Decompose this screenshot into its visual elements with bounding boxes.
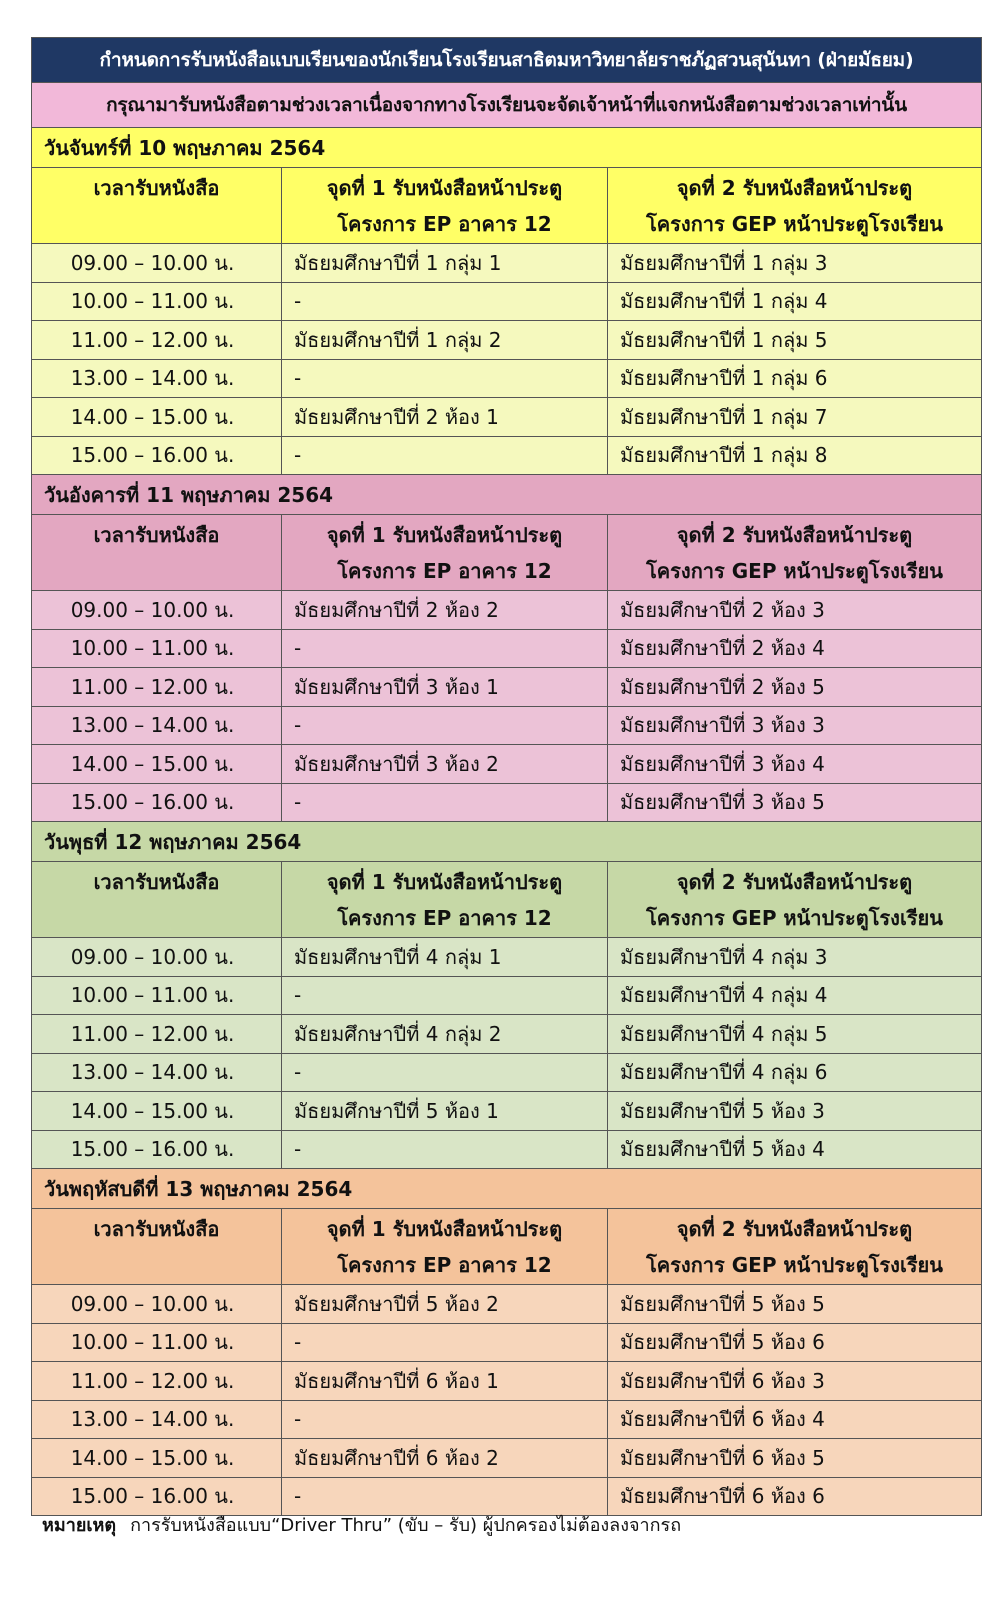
point1-cell: มัธยมศึกษาปีที่ 6 ห้อง 1 [282,1362,608,1401]
time-cell: 10.00 – 11.00 น. [32,282,282,321]
point2-cell: มัธยมศึกษาปีที่ 5 ห้อง 3 [608,1092,982,1131]
table-row [32,591,982,630]
point2-cell: มัธยมศึกษาปีที่ 2 ห้อง 4 [608,629,982,668]
point1-cell: - [282,976,608,1015]
time-cell: 10.00 – 11.00 น. [32,1323,282,1362]
point2-cell: มัธยมศึกษาปีที่ 4 กลุ่ม 4 [608,976,982,1015]
table-row [32,321,982,360]
day-title: วันอังคารที่ 11 พฤษภาคม 2564 [32,475,982,515]
column-header-row [32,1209,982,1285]
point1-column-header-line1: จุดที่ 1 รับหนังสือหน้าประตู [326,522,563,547]
time-cell: 10.00 – 11.00 น. [32,976,282,1015]
point2-column-header [608,515,982,591]
point1-column-header-line1: จุดที่ 1 รับหนังสือหน้าประตู [326,175,563,200]
time-cell: 09.00 – 10.00 น. [32,244,282,283]
point1-cell: มัธยมศึกษาปีที่ 4 กลุ่ม 2 [282,1015,608,1054]
time-cell: 11.00 – 12.00 น. [32,668,282,707]
column-header-row [32,168,982,244]
point1-cell: มัธยมศึกษาปีที่ 5 ห้อง 2 [282,1285,608,1324]
point2-cell: มัธยมศึกษาปีที่ 1 กลุ่ม 4 [608,282,982,321]
day-title: วันพฤหัสบดีที่ 13 พฤษภาคม 2564 [32,1169,982,1209]
point1-cell: - [282,706,608,745]
point1-cell: - [282,1323,608,1362]
day-title: วันพุธที่ 12 พฤษภาคม 2564 [32,822,982,862]
point2-cell: มัธยมศึกษาปีที่ 5 ห้อง 5 [608,1285,982,1324]
point1-column-header-line1: จุดที่ 1 รับหนังสือหน้าประตู [326,869,563,894]
table-row [32,1285,982,1324]
time-cell: 09.00 – 10.00 น. [32,1285,282,1324]
time-cell: 15.00 – 16.00 น. [32,783,282,822]
point2-column-header-line1: จุดที่ 2 รับหนังสือหน้าประตู [676,1216,913,1241]
table-row [32,359,982,398]
column-header-row [32,515,982,591]
point2-cell: มัธยมศึกษาปีที่ 4 กลุ่ม 6 [608,1053,982,1092]
time-cell: 13.00 – 14.00 น. [32,359,282,398]
point2-cell: มัธยมศึกษาปีที่ 3 ห้อง 5 [608,783,982,822]
point1-column-header-line2: โครงการ EP อาคาร 12 [337,905,552,930]
table-row [32,282,982,321]
time-cell: 15.00 – 16.00 น. [32,436,282,475]
footnote-text: การรับหนังสือแบบ“Driver Thru” (ขับ – รับ) ผู้ปกครองไม่ต้องลงจากรถ [130,1515,682,1536]
point2-column-header-line1: จุดที่ 2 รับหนังสือหน้าประตู [676,175,913,200]
table-row [32,1092,982,1131]
point2-cell: มัธยมศึกษาปีที่ 6 ห้อง 4 [608,1400,982,1439]
table-row [32,436,982,475]
point1-column-header [282,1209,608,1285]
point2-cell: มัธยมศึกษาปีที่ 2 ห้อง 3 [608,591,982,630]
day-title-row [32,128,982,168]
time-cell: 15.00 – 16.00 น. [32,1477,282,1516]
time-cell: 14.00 – 15.00 น. [32,745,282,784]
point1-column-header-line1: จุดที่ 1 รับหนังสือหน้าประตู [326,1216,563,1241]
point1-column-header [282,168,608,244]
point1-column-header-line2: โครงการ EP อาคาร 12 [337,211,552,236]
notice-row [32,83,982,128]
point1-cell: - [282,1053,608,1092]
time-cell: 14.00 – 15.00 น. [32,1092,282,1131]
table-row [32,244,982,283]
point1-cell: - [282,282,608,321]
point1-cell: มัธยมศึกษาปีที่ 2 ห้อง 1 [282,398,608,437]
table-row [32,1130,982,1169]
point2-cell: มัธยมศึกษาปีที่ 4 กลุ่ม 3 [608,938,982,977]
time-column-header: เวลารับหนังสือ [32,862,282,938]
point2-cell: มัธยมศึกษาปีที่ 2 ห้อง 5 [608,668,982,707]
time-cell: 14.00 – 15.00 น. [32,1439,282,1478]
point1-cell: มัธยมศึกษาปีที่ 6 ห้อง 2 [282,1439,608,1478]
time-cell: 09.00 – 10.00 น. [32,591,282,630]
point1-cell: มัธยมศึกษาปีที่ 1 กลุ่ม 2 [282,321,608,360]
point2-column-header-line2: โครงการ GEP หน้าประตูโรงเรียน [646,558,943,583]
day-title-row [32,822,982,862]
schedule-sheet [31,37,981,1516]
time-cell: 10.00 – 11.00 น. [32,629,282,668]
table-row [32,976,982,1015]
point2-cell: มัธยมศึกษาปีที่ 6 ห้อง 3 [608,1362,982,1401]
time-cell: 13.00 – 14.00 น. [32,1053,282,1092]
point1-column-header [282,515,608,591]
point1-column-header [282,862,608,938]
table-row [32,706,982,745]
point2-column-header-line1: จุดที่ 2 รับหนังสือหน้าประตู [676,869,913,894]
table-row [32,1362,982,1401]
point1-cell: - [282,1477,608,1516]
day-title: วันจันทร์ที่ 10 พฤษภาคม 2564 [32,128,982,168]
point1-cell: - [282,1130,608,1169]
time-cell: 11.00 – 12.00 น. [32,1362,282,1401]
point2-cell: มัธยมศึกษาปีที่ 6 ห้อง 5 [608,1439,982,1478]
time-cell: 13.00 – 14.00 น. [32,1400,282,1439]
time-column-header: เวลารับหนังสือ [32,1209,282,1285]
column-header-row [32,862,982,938]
point1-cell: มัธยมศึกษาปีที่ 5 ห้อง 1 [282,1092,608,1131]
time-cell: 11.00 – 12.00 น. [32,1015,282,1054]
time-column-header: เวลารับหนังสือ [32,515,282,591]
schedule-body [32,38,982,1516]
table-row [32,745,982,784]
point2-cell: มัธยมศึกษาปีที่ 4 กลุ่ม 5 [608,1015,982,1054]
time-cell: 15.00 – 16.00 น. [32,1130,282,1169]
title-row [32,38,982,83]
point1-cell: มัธยมศึกษาปีที่ 1 กลุ่ม 1 [282,244,608,283]
day-title-row [32,475,982,515]
schedule-table [31,37,982,1516]
table-row [32,1053,982,1092]
point2-cell: มัธยมศึกษาปีที่ 1 กลุ่ม 7 [608,398,982,437]
point2-column-header [608,1209,982,1285]
point2-cell: มัธยมศึกษาปีที่ 6 ห้อง 6 [608,1477,982,1516]
point2-column-header-line2: โครงการ GEP หน้าประตูโรงเรียน [646,211,943,236]
point2-cell: มัธยมศึกษาปีที่ 1 กลุ่ม 8 [608,436,982,475]
point2-cell: มัธยมศึกษาปีที่ 1 กลุ่ม 5 [608,321,982,360]
point2-cell: มัธยมศึกษาปีที่ 3 ห้อง 4 [608,745,982,784]
time-cell: 14.00 – 15.00 น. [32,398,282,437]
point2-column-header-line2: โครงการ GEP หน้าประตูโรงเรียน [646,905,943,930]
point2-column-header [608,168,982,244]
point2-cell: มัธยมศึกษาปีที่ 5 ห้อง 6 [608,1323,982,1362]
point1-cell: มัธยมศึกษาปีที่ 4 กลุ่ม 1 [282,938,608,977]
point1-column-header-line2: โครงการ EP อาคาร 12 [337,558,552,583]
day-title-row [32,1169,982,1209]
point1-cell: มัธยมศึกษาปีที่ 2 ห้อง 2 [282,591,608,630]
table-row [32,1400,982,1439]
point2-cell: มัธยมศึกษาปีที่ 3 ห้อง 3 [608,706,982,745]
footnote-label: หมายเหตุ [42,1515,117,1536]
table-row [32,668,982,707]
time-cell: 11.00 – 12.00 น. [32,321,282,360]
point2-column-header-line1: จุดที่ 2 รับหนังสือหน้าประตู [676,522,913,547]
table-row [32,629,982,668]
point2-column-header [608,862,982,938]
table-row [32,783,982,822]
table-row [32,398,982,437]
point1-cell: - [282,359,608,398]
point2-cell: มัธยมศึกษาปีที่ 5 ห้อง 4 [608,1130,982,1169]
table-row [32,938,982,977]
table-row [32,1323,982,1362]
point2-column-header-line2: โครงการ GEP หน้าประตูโรงเรียน [646,1252,943,1277]
page-title: กำหนดการรับหนังสือแบบเรียนของนักเรียนโรงเรียนสาธิตมหาวิทยาลัยราชภัฏสวนสุนันทา (ฝ่ายมัธยม) [32,38,982,83]
table-row [32,1439,982,1478]
point1-cell: - [282,783,608,822]
point2-cell: มัธยมศึกษาปีที่ 1 กลุ่ม 6 [608,359,982,398]
footnote [42,1510,681,1539]
point1-cell: มัธยมศึกษาปีที่ 3 ห้อง 1 [282,668,608,707]
time-cell: 13.00 – 14.00 น. [32,706,282,745]
point1-cell: - [282,1400,608,1439]
point1-column-header-line2: โครงการ EP อาคาร 12 [337,1252,552,1277]
point1-cell: - [282,629,608,668]
notice-text: กรุณามารับหนังสือตามช่วงเวลาเนื่องจากทางโรงเรียนจะจัดเจ้าหน้าที่แจกหนังสือตามช่วงเวลาเท่านั้น [32,83,982,128]
table-row [32,1015,982,1054]
point1-cell: - [282,436,608,475]
time-column-header: เวลารับหนังสือ [32,168,282,244]
point2-cell: มัธยมศึกษาปีที่ 1 กลุ่ม 3 [608,244,982,283]
time-cell: 09.00 – 10.00 น. [32,938,282,977]
point1-cell: มัธยมศึกษาปีที่ 3 ห้อง 2 [282,745,608,784]
